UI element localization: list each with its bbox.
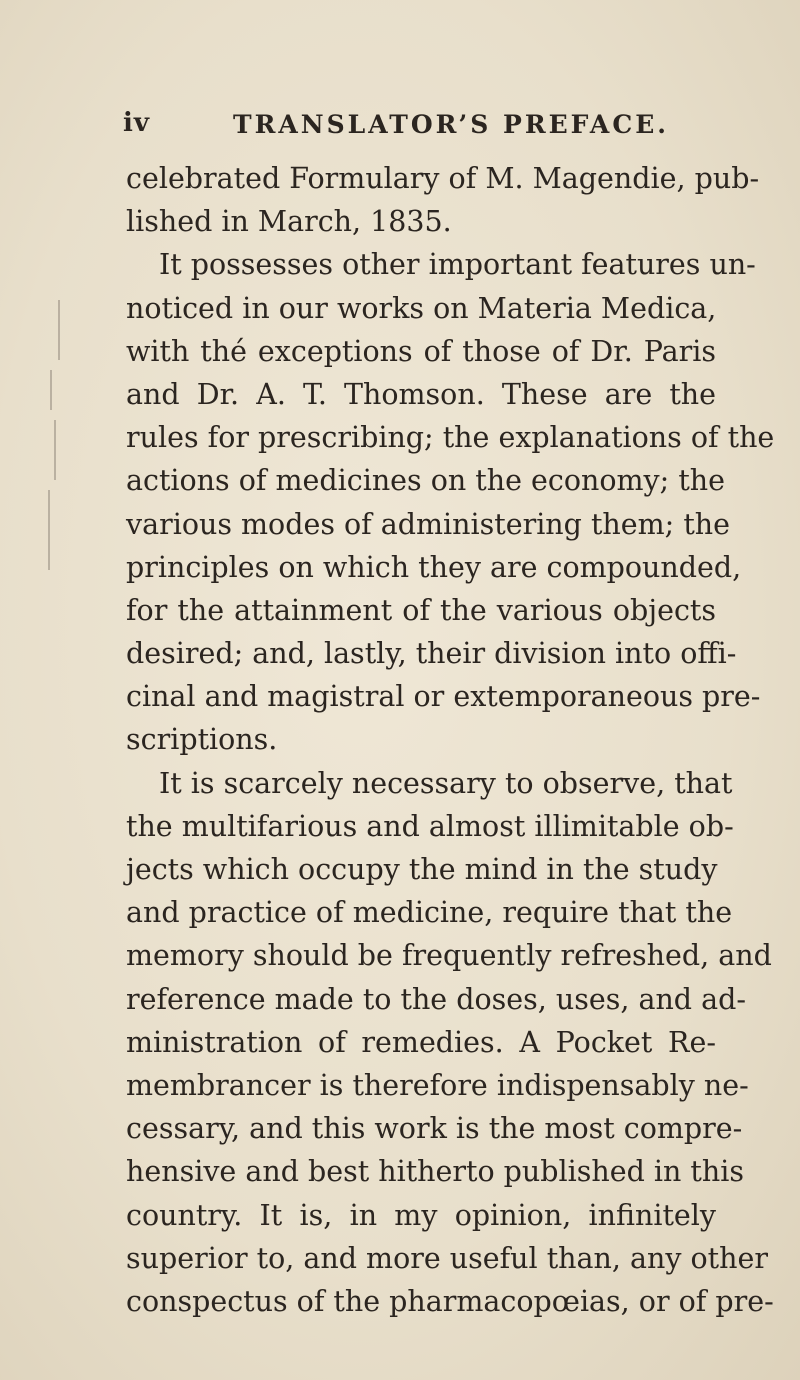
text-line: and practice of medicine, require that the (126, 896, 733, 930)
text-line: principles on which they are compounded, (126, 550, 742, 584)
text-line: It is scarcely necessary to observe, that (159, 766, 733, 800)
text-line: rules for prescribing; the explanations of the (126, 421, 775, 455)
text-line: reference made to the doses, uses, and ad- (126, 982, 746, 1016)
text-line: country. It is, in my opinion, infinitely (126, 1198, 716, 1232)
page-header (123, 108, 723, 148)
text-line: cinal and magistral or extemporaneous pre- (126, 680, 761, 714)
page-number: iv (123, 108, 150, 138)
text-line: lished in March, 1835. (126, 205, 452, 239)
text-line: conspectus of the pharmacopœias, or of pre- (126, 1284, 774, 1318)
text-line: memory should be frequently refreshed, and (126, 939, 772, 973)
text-line: noticed in our works on Materia Medica, (126, 291, 717, 325)
text-line: with thé exceptions of those of Dr. Paris (126, 334, 716, 368)
text-line: membrancer is therefore indispensably ne- (126, 1068, 749, 1102)
text-line: celebrated Formulary of M. Magendie, pub- (126, 162, 760, 195)
text-line: and Dr. A. T. Thomson. These are the (126, 377, 716, 411)
text-line: It possesses other important features un- (159, 248, 756, 282)
text-line: hensive and best hitherto published in this (126, 1155, 744, 1189)
text-line: scriptions. (126, 723, 278, 757)
text-line: jects which occupy the mind in the study (126, 853, 718, 886)
text-line: various modes of administering them; the (126, 507, 730, 541)
text-line: cessary, and this work is the most compre- (126, 1112, 743, 1146)
body-text (126, 157, 775, 1323)
running-head: TRANSLATOR’S PREFACE. (233, 110, 669, 139)
text-line: desired; and, lastly, their division into offi- (126, 637, 737, 671)
text-line: actions of medicines on the economy; the (126, 464, 725, 498)
margin-bleed-marks (40, 300, 80, 590)
text-line: ministration of remedies. A Pocket Re- (126, 1025, 716, 1059)
text-line: the multifarious and almost illimitable ob- (126, 809, 734, 843)
text-line: superior to, and more useful than, any other (126, 1241, 768, 1275)
text-line: for the attainment of the various objects (126, 593, 716, 627)
